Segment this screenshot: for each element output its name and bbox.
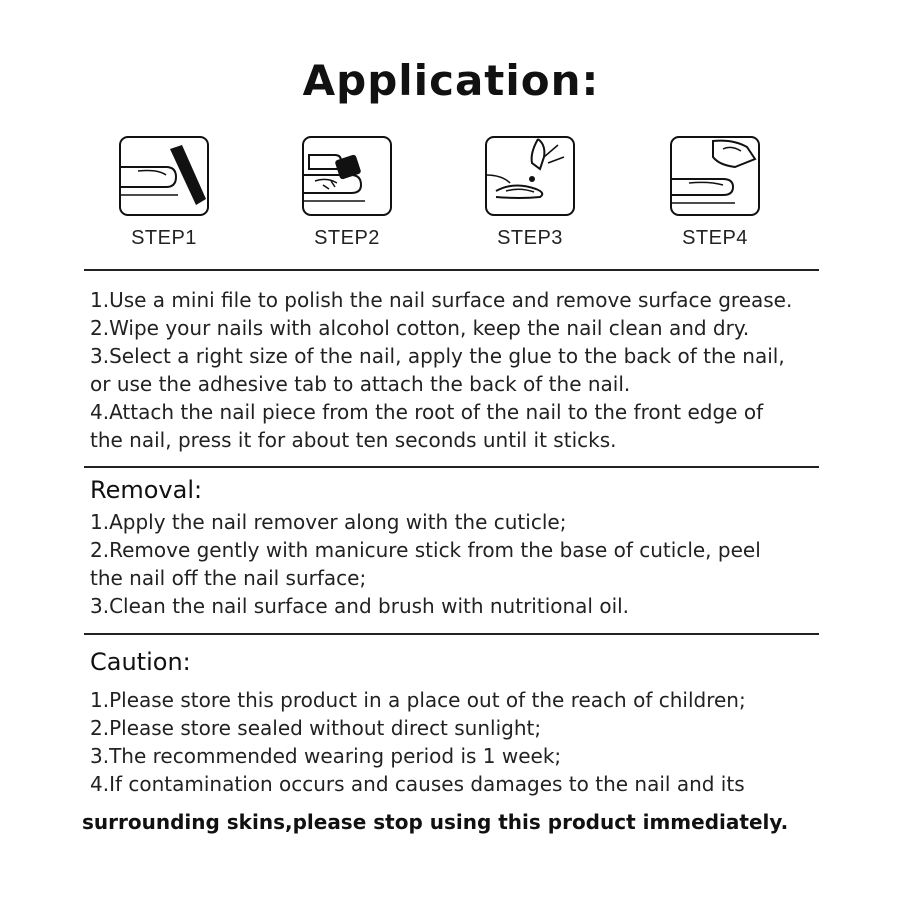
removal-line: 3.Clean the nail surface and brush with nutritional oil. bbox=[90, 594, 630, 618]
divider bbox=[84, 633, 819, 635]
removal-line: 1.Apply the nail remover along with the cuticle; bbox=[90, 510, 567, 534]
instruction-line: 1.Use a mini file to polish the nail surface and remove surface grease. bbox=[90, 288, 793, 312]
removal-instructions bbox=[90, 508, 830, 620]
divider bbox=[84, 269, 819, 271]
step-1 bbox=[104, 135, 224, 250]
step-3 bbox=[470, 135, 590, 250]
caution-line: 2.Please store sealed without direct sunlight; bbox=[90, 716, 542, 740]
instruction-line: 4.Attach the nail piece from the root of the nail to the front edge of bbox=[90, 400, 764, 424]
step-label: STEP3 bbox=[497, 227, 563, 249]
instruction-line: the nail, press it for about ten seconds until it sticks. bbox=[90, 428, 617, 452]
step-4 bbox=[655, 135, 775, 250]
page-title: Application: bbox=[302, 56, 600, 105]
step-label: STEP4 bbox=[682, 227, 748, 249]
caution-line: 3.The recommended wearing period is 1 week; bbox=[90, 744, 562, 768]
caution-instructions bbox=[90, 686, 830, 798]
press-nail-icon bbox=[669, 135, 761, 217]
removal-line: 2.Remove gently with manicure stick from the base of cuticle, peel bbox=[90, 538, 761, 562]
step-label: STEP1 bbox=[131, 227, 197, 249]
steps-row bbox=[0, 135, 902, 255]
removal-heading: Removal: bbox=[90, 476, 203, 504]
nail-file-icon bbox=[118, 135, 210, 217]
wipe-nail-icon bbox=[301, 135, 393, 217]
caution-line: 1.Please store this product in a place out of the reach of children; bbox=[90, 688, 746, 712]
caution-final-line: surrounding skins,please stop using this product immediately. bbox=[82, 810, 789, 834]
caution-line: 4.If contamination occurs and causes damages to the nail and its bbox=[90, 772, 745, 796]
step-2 bbox=[287, 135, 407, 250]
step-label: STEP2 bbox=[314, 227, 380, 249]
caution-heading: Caution: bbox=[90, 648, 191, 676]
apply-glue-icon bbox=[484, 135, 576, 217]
instruction-line: 2.Wipe your nails with alcohol cotton, keep the nail clean and dry. bbox=[90, 316, 750, 340]
instruction-line: 3.Select a right size of the nail, apply the glue to the back of the nail, bbox=[90, 344, 785, 368]
removal-line: the nail off the nail surface; bbox=[90, 566, 367, 590]
divider bbox=[84, 466, 819, 468]
application-instructions bbox=[90, 286, 830, 454]
instruction-line: or use the adhesive tab to attach the back of the nail. bbox=[90, 372, 631, 396]
